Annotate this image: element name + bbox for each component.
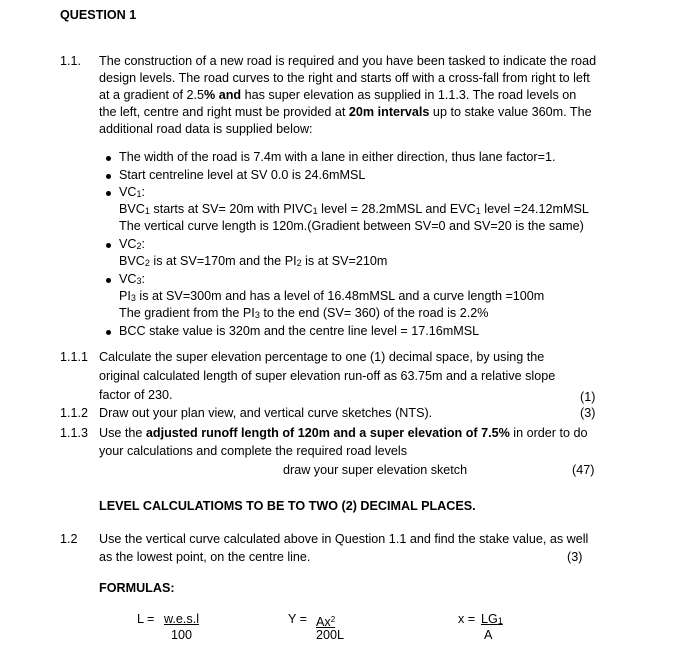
q111-number: 1.1.1 [60,350,89,364]
q11-line [99,104,592,121]
vc1-text: BVC [119,202,145,216]
q12-number: 1.2 [60,532,78,546]
q113-line: your calculations and complete the required road levels [99,444,408,458]
q11-number: 1.1. [60,54,82,68]
formula-denominator: A [484,628,493,642]
formula-numerator: w.e.s.l [164,612,199,626]
formula-denominator: 200L [316,628,345,642]
q11-bold-text: % and [204,88,242,102]
q111-line: original calculated length of super elevation run-off as 63.75m and a relative slope [99,369,556,383]
subscript: 1 [136,189,142,199]
formula-lhs: x = [458,612,476,626]
subscript: 1 [497,616,503,626]
q113-mark: (47) [572,463,595,477]
subscript: 1 [144,206,150,216]
formula-lhs: L = [137,612,155,626]
q111-line: Calculate the super elevation percentage to one (1) decimal space, by using the [99,350,545,364]
subscript: 2 [144,258,150,268]
bullet-dot [106,330,111,335]
q12-line: as the lowest point, on the centre line. [99,550,311,564]
formula-denominator: 100 [171,628,193,642]
vc1-text: starts at SV= 20m with PIVC [149,202,313,216]
vc2-text: BVC [119,254,145,268]
q112-line: Draw out your plan view, and vertical curve sketches (NTS). [99,406,433,420]
vc1-text: level =24.12mMSL [480,202,589,216]
q113-sketch-line: draw your super elevation sketch [283,463,468,477]
superscript: 2 [330,615,336,624]
vc2-line [119,253,387,272]
subscript: 3 [130,293,136,303]
subscript: 1 [475,206,481,216]
bullet-dot [106,174,111,179]
vc3-line [119,305,488,324]
q11-text: up to stake value 360m. The [429,105,592,119]
vc-colon: : [141,272,146,286]
bullet-dot [106,278,111,283]
vc-colon: : [141,237,146,251]
vc-colon: : [141,185,146,199]
bullet-item: BCC stake value is 320m and the centre line level = 17.16mMSL [119,324,480,338]
vc-label: VC [119,272,137,286]
q113-text: in order to do [509,426,588,440]
q111-mark: (1) [580,390,596,404]
formula-lhs: Y = [288,612,308,626]
vc1-text: level = 28.2mMSL and EVC [317,202,476,216]
bullet-dot [106,243,111,248]
q11-line: The construction of a new road is required and you have been tasked to indicate the road [99,54,597,68]
q111-line: factor of 230. [99,388,173,402]
bullet-item: Start centreline level at SV 0.0 is 24.6mMSL [119,168,366,182]
level-calculations-note: LEVEL CALCULATIOMS TO BE TO TWO (2) DECIMAL PLACES. [99,499,476,513]
q11-line: additional road data is supplied below: [99,122,313,136]
vc3-text: PI [119,289,131,303]
q113-line [99,425,588,442]
vc-label: VC [119,185,137,199]
question-title: QUESTION 1 [60,8,137,22]
subscript: 2 [136,241,142,251]
subscript: 2 [296,258,302,268]
bullet-dot [106,191,111,196]
vc2-text: is at SV=210m [301,254,388,268]
vc2-text: is at SV=170m and the PI [149,254,297,268]
formula-num-text: Ax [316,615,331,629]
q11-bold-text: 20m intervals [348,105,430,119]
bullet-dot [106,156,111,161]
vc3-text: The gradient from the PI [119,306,255,320]
subscript: 3 [254,310,260,320]
q11-line [99,87,576,104]
formula-num-text: LG [481,612,498,626]
bullet-item: The width of the road is 7.4m with a lane in either direction, thus lane factor=1. [119,150,556,164]
formulas-heading: FORMULAS: [99,581,175,595]
subscript: 1 [312,206,318,216]
q112-mark: (3) [580,406,596,420]
q11-text: at a gradient of 2.5 [99,88,205,102]
vc3-text: is at SV=300m and has a level of 16.48mMSL and a curve length =100m [135,289,545,303]
q113-text: Use the [99,426,146,440]
vc3-text: to the end (SV= 360) of the road is 2.2% [259,306,489,320]
q12-line: Use the vertical curve calculated above in Question 1.1 and find the stake value, as well [99,532,589,546]
q113-number: 1.1.3 [60,426,89,440]
q11-text: the left, centre and right must be provided at [99,105,349,119]
q113-bold-text: adjusted runoff length of 120m and a super elevation of 7.5% [145,426,510,440]
q11-line: design levels. The road curves to the right and starts off with a cross-fall from right to left [99,71,590,85]
q112-number: 1.1.2 [60,406,89,420]
q12-mark: (3) [567,550,583,564]
vc1-line: The vertical curve length is 120m.(Gradient between SV=0 and SV=20 is the same) [119,219,584,233]
q11-text: has super elevation as supplied in 1.1.3. The road levels on [241,88,577,102]
vc-label: VC [119,237,137,251]
subscript: 3 [136,276,142,286]
